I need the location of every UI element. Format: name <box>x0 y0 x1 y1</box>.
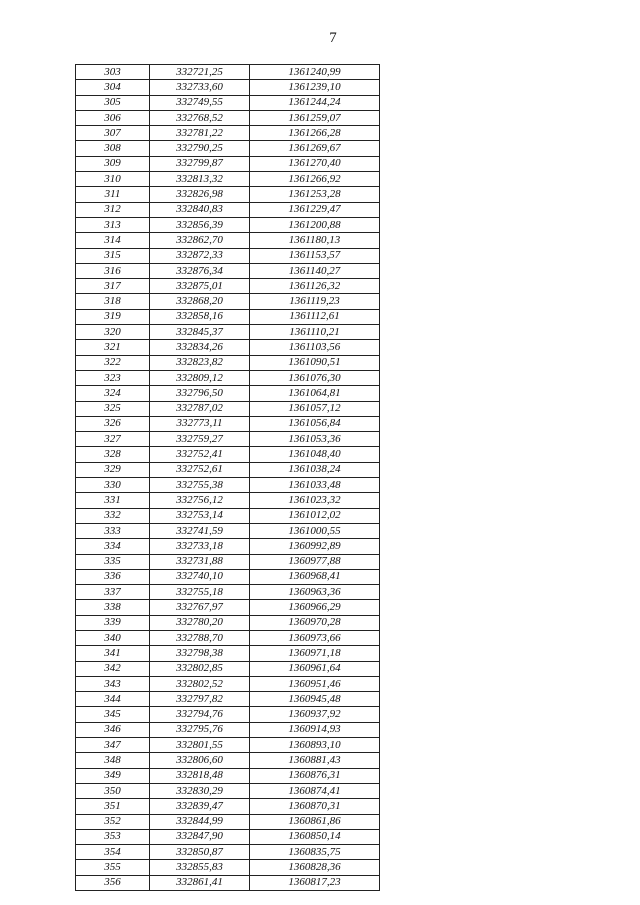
point-number-cell: 334 <box>76 539 150 554</box>
table-row <box>76 370 380 385</box>
x-coordinate-cell: 332872,33 <box>150 248 250 263</box>
table-row <box>76 783 380 798</box>
y-coordinate-cell: 1361038,24 <box>250 462 380 477</box>
point-number-cell: 310 <box>76 172 150 187</box>
y-coordinate-cell: 1361056,84 <box>250 416 380 431</box>
table-row <box>76 523 380 538</box>
y-coordinate-cell: 1361000,55 <box>250 523 380 538</box>
table-row <box>76 187 380 202</box>
point-number-cell: 351 <box>76 799 150 814</box>
x-coordinate-cell: 332780,20 <box>150 615 250 630</box>
y-coordinate-cell: 1360937,92 <box>250 707 380 722</box>
y-coordinate-cell: 1361266,92 <box>250 172 380 187</box>
x-coordinate-cell: 332749,55 <box>150 95 250 110</box>
x-coordinate-cell: 332795,76 <box>150 722 250 737</box>
point-number-cell: 356 <box>76 875 150 890</box>
point-number-cell: 323 <box>76 370 150 385</box>
table-row <box>76 600 380 615</box>
point-number-cell: 318 <box>76 294 150 309</box>
y-coordinate-cell: 1360961,64 <box>250 661 380 676</box>
table-row <box>76 416 380 431</box>
y-coordinate-cell: 1360835,75 <box>250 845 380 860</box>
point-number-cell: 305 <box>76 95 150 110</box>
point-number-cell: 350 <box>76 783 150 798</box>
x-coordinate-cell: 332802,52 <box>150 676 250 691</box>
table-row <box>76 263 380 278</box>
y-coordinate-cell: 1360970,28 <box>250 615 380 630</box>
x-coordinate-cell: 332759,27 <box>150 432 250 447</box>
x-coordinate-cell: 332781,22 <box>150 126 250 141</box>
point-number-cell: 354 <box>76 845 150 860</box>
point-number-cell: 355 <box>76 860 150 875</box>
point-number-cell: 345 <box>76 707 150 722</box>
x-coordinate-cell: 332862,70 <box>150 233 250 248</box>
point-number-cell: 313 <box>76 217 150 232</box>
x-coordinate-cell: 332788,70 <box>150 630 250 645</box>
table-row <box>76 233 380 248</box>
table-row <box>76 493 380 508</box>
y-coordinate-cell: 1360893,10 <box>250 738 380 753</box>
y-coordinate-cell: 1361090,51 <box>250 355 380 370</box>
x-coordinate-cell: 332826,98 <box>150 187 250 202</box>
point-number-cell: 321 <box>76 340 150 355</box>
x-coordinate-cell: 332861,41 <box>150 875 250 890</box>
table-row <box>76 707 380 722</box>
coordinates-table <box>75 64 380 891</box>
point-number-cell: 337 <box>76 585 150 600</box>
y-coordinate-cell: 1360963,36 <box>250 585 380 600</box>
table-row <box>76 860 380 875</box>
table-row <box>76 722 380 737</box>
table-row <box>76 462 380 477</box>
x-coordinate-cell: 332850,87 <box>150 845 250 860</box>
x-coordinate-cell: 332741,59 <box>150 523 250 538</box>
y-coordinate-cell: 1361266,28 <box>250 126 380 141</box>
point-number-cell: 340 <box>76 630 150 645</box>
x-coordinate-cell: 332844,99 <box>150 814 250 829</box>
table-row <box>76 432 380 447</box>
x-coordinate-cell: 332809,12 <box>150 370 250 385</box>
point-number-cell: 328 <box>76 447 150 462</box>
x-coordinate-cell: 332858,16 <box>150 309 250 324</box>
x-coordinate-cell: 332839,47 <box>150 799 250 814</box>
x-coordinate-cell: 332752,41 <box>150 447 250 462</box>
table-row <box>76 248 380 263</box>
x-coordinate-cell: 332845,37 <box>150 325 250 340</box>
point-number-cell: 320 <box>76 325 150 340</box>
x-coordinate-cell: 332755,18 <box>150 585 250 600</box>
y-coordinate-cell: 1361244,24 <box>250 95 380 110</box>
point-number-cell: 335 <box>76 554 150 569</box>
table-row <box>76 80 380 95</box>
y-coordinate-cell: 1361048,40 <box>250 447 380 462</box>
table-row <box>76 325 380 340</box>
point-number-cell: 353 <box>76 829 150 844</box>
table-row <box>76 768 380 783</box>
table-row <box>76 202 380 217</box>
y-coordinate-cell: 1361229,47 <box>250 202 380 217</box>
point-number-cell: 347 <box>76 738 150 753</box>
y-coordinate-cell: 1360968,41 <box>250 569 380 584</box>
table-row <box>76 615 380 630</box>
y-coordinate-cell: 1360876,31 <box>250 768 380 783</box>
x-coordinate-cell: 332876,34 <box>150 263 250 278</box>
y-coordinate-cell: 1360992,89 <box>250 539 380 554</box>
x-coordinate-cell: 332834,26 <box>150 340 250 355</box>
point-number-cell: 316 <box>76 263 150 278</box>
table-row <box>76 447 380 462</box>
point-number-cell: 304 <box>76 80 150 95</box>
x-coordinate-cell: 332796,50 <box>150 386 250 401</box>
table-row <box>76 279 380 294</box>
y-coordinate-cell: 1360951,46 <box>250 676 380 691</box>
x-coordinate-cell: 332798,38 <box>150 646 250 661</box>
x-coordinate-cell: 332802,85 <box>150 661 250 676</box>
table-row <box>76 875 380 890</box>
table-row <box>76 65 380 80</box>
x-coordinate-cell: 332740,10 <box>150 569 250 584</box>
x-coordinate-cell: 332733,60 <box>150 80 250 95</box>
y-coordinate-cell: 1361053,36 <box>250 432 380 447</box>
table-row <box>76 585 380 600</box>
y-coordinate-cell: 1360881,43 <box>250 753 380 768</box>
x-coordinate-cell: 332733,18 <box>150 539 250 554</box>
table-row <box>76 294 380 309</box>
table-row <box>76 554 380 569</box>
table-row <box>76 661 380 676</box>
x-coordinate-cell: 332773,11 <box>150 416 250 431</box>
y-coordinate-cell: 1360870,31 <box>250 799 380 814</box>
x-coordinate-cell: 332868,20 <box>150 294 250 309</box>
x-coordinate-cell: 332818,48 <box>150 768 250 783</box>
y-coordinate-cell: 1360874,41 <box>250 783 380 798</box>
x-coordinate-cell: 332806,60 <box>150 753 250 768</box>
y-coordinate-cell: 1360973,66 <box>250 630 380 645</box>
point-number-cell: 331 <box>76 493 150 508</box>
point-number-cell: 314 <box>76 233 150 248</box>
table-row <box>76 753 380 768</box>
table-row <box>76 478 380 493</box>
y-coordinate-cell: 1361239,10 <box>250 80 380 95</box>
y-coordinate-cell: 1361119,23 <box>250 294 380 309</box>
y-coordinate-cell: 1360817,23 <box>250 875 380 890</box>
y-coordinate-cell: 1361057,12 <box>250 401 380 416</box>
x-coordinate-cell: 332767,97 <box>150 600 250 615</box>
point-number-cell: 333 <box>76 523 150 538</box>
x-coordinate-cell: 332801,55 <box>150 738 250 753</box>
table-row <box>76 141 380 156</box>
point-number-cell: 303 <box>76 65 150 80</box>
point-number-cell: 329 <box>76 462 150 477</box>
y-coordinate-cell: 1360977,88 <box>250 554 380 569</box>
x-coordinate-cell: 332855,83 <box>150 860 250 875</box>
table-row <box>76 126 380 141</box>
y-coordinate-cell: 1361259,07 <box>250 110 380 125</box>
table-row <box>76 646 380 661</box>
y-coordinate-cell: 1361110,21 <box>250 325 380 340</box>
x-coordinate-cell: 332768,52 <box>150 110 250 125</box>
x-coordinate-cell: 332755,38 <box>150 478 250 493</box>
y-coordinate-cell: 1360828,36 <box>250 860 380 875</box>
table-row <box>76 692 380 707</box>
point-number-cell: 352 <box>76 814 150 829</box>
y-coordinate-cell: 1361076,30 <box>250 370 380 385</box>
x-coordinate-cell: 332790,25 <box>150 141 250 156</box>
table-row <box>76 569 380 584</box>
point-number-cell: 317 <box>76 279 150 294</box>
y-coordinate-cell: 1361112,61 <box>250 309 380 324</box>
y-coordinate-cell: 1361180,13 <box>250 233 380 248</box>
point-number-cell: 311 <box>76 187 150 202</box>
y-coordinate-cell: 1361033,48 <box>250 478 380 493</box>
point-number-cell: 338 <box>76 600 150 615</box>
page-number: 7 <box>329 30 337 46</box>
x-coordinate-cell: 332797,82 <box>150 692 250 707</box>
x-coordinate-cell: 332799,87 <box>150 156 250 171</box>
table-row <box>76 110 380 125</box>
x-coordinate-cell: 332830,29 <box>150 783 250 798</box>
x-coordinate-cell: 332794,76 <box>150 707 250 722</box>
point-number-cell: 324 <box>76 386 150 401</box>
x-coordinate-cell: 332823,82 <box>150 355 250 370</box>
y-coordinate-cell: 1361064,81 <box>250 386 380 401</box>
x-coordinate-cell: 332856,39 <box>150 217 250 232</box>
table-row <box>76 539 380 554</box>
x-coordinate-cell: 332847,90 <box>150 829 250 844</box>
table-row <box>76 738 380 753</box>
table-row <box>76 95 380 110</box>
point-number-cell: 336 <box>76 569 150 584</box>
point-number-cell: 343 <box>76 676 150 691</box>
x-coordinate-cell: 332731,88 <box>150 554 250 569</box>
point-number-cell: 326 <box>76 416 150 431</box>
y-coordinate-cell: 1360971,18 <box>250 646 380 661</box>
y-coordinate-cell: 1360850,14 <box>250 829 380 844</box>
table-row <box>76 799 380 814</box>
table-row <box>76 156 380 171</box>
y-coordinate-cell: 1361012,02 <box>250 508 380 523</box>
table-row <box>76 355 380 370</box>
point-number-cell: 330 <box>76 478 150 493</box>
table-row <box>76 340 380 355</box>
point-number-cell: 346 <box>76 722 150 737</box>
y-coordinate-cell: 1361153,57 <box>250 248 380 263</box>
x-coordinate-cell: 332813,32 <box>150 172 250 187</box>
y-coordinate-cell: 1360914,93 <box>250 722 380 737</box>
y-coordinate-cell: 1361126,32 <box>250 279 380 294</box>
point-number-cell: 348 <box>76 753 150 768</box>
table-row <box>76 630 380 645</box>
x-coordinate-cell: 332753,14 <box>150 508 250 523</box>
x-coordinate-cell: 332721,25 <box>150 65 250 80</box>
table-row <box>76 845 380 860</box>
y-coordinate-cell: 1361269,67 <box>250 141 380 156</box>
x-coordinate-cell: 332875,01 <box>150 279 250 294</box>
table-row <box>76 829 380 844</box>
table-row <box>76 676 380 691</box>
point-number-cell: 327 <box>76 432 150 447</box>
point-number-cell: 307 <box>76 126 150 141</box>
table-row <box>76 814 380 829</box>
point-number-cell: 312 <box>76 202 150 217</box>
x-coordinate-cell: 332752,61 <box>150 462 250 477</box>
y-coordinate-cell: 1361140,27 <box>250 263 380 278</box>
x-coordinate-cell: 332787,02 <box>150 401 250 416</box>
coordinates-table-body <box>76 65 380 891</box>
table-row <box>76 172 380 187</box>
table-row <box>76 217 380 232</box>
table-row <box>76 401 380 416</box>
point-number-cell: 306 <box>76 110 150 125</box>
point-number-cell: 322 <box>76 355 150 370</box>
table-row <box>76 508 380 523</box>
y-coordinate-cell: 1361103,56 <box>250 340 380 355</box>
point-number-cell: 349 <box>76 768 150 783</box>
point-number-cell: 339 <box>76 615 150 630</box>
y-coordinate-cell: 1360861,86 <box>250 814 380 829</box>
table-row <box>76 386 380 401</box>
point-number-cell: 309 <box>76 156 150 171</box>
y-coordinate-cell: 1361270,40 <box>250 156 380 171</box>
x-coordinate-cell: 332756,12 <box>150 493 250 508</box>
y-coordinate-cell: 1361023,32 <box>250 493 380 508</box>
y-coordinate-cell: 1361200,88 <box>250 217 380 232</box>
point-number-cell: 332 <box>76 508 150 523</box>
point-number-cell: 344 <box>76 692 150 707</box>
x-coordinate-cell: 332840,83 <box>150 202 250 217</box>
point-number-cell: 319 <box>76 309 150 324</box>
point-number-cell: 342 <box>76 661 150 676</box>
y-coordinate-cell: 1360945,48 <box>250 692 380 707</box>
point-number-cell: 315 <box>76 248 150 263</box>
point-number-cell: 325 <box>76 401 150 416</box>
point-number-cell: 308 <box>76 141 150 156</box>
table-row <box>76 309 380 324</box>
point-number-cell: 341 <box>76 646 150 661</box>
y-coordinate-cell: 1360966,29 <box>250 600 380 615</box>
y-coordinate-cell: 1361253,28 <box>250 187 380 202</box>
y-coordinate-cell: 1361240,99 <box>250 65 380 80</box>
